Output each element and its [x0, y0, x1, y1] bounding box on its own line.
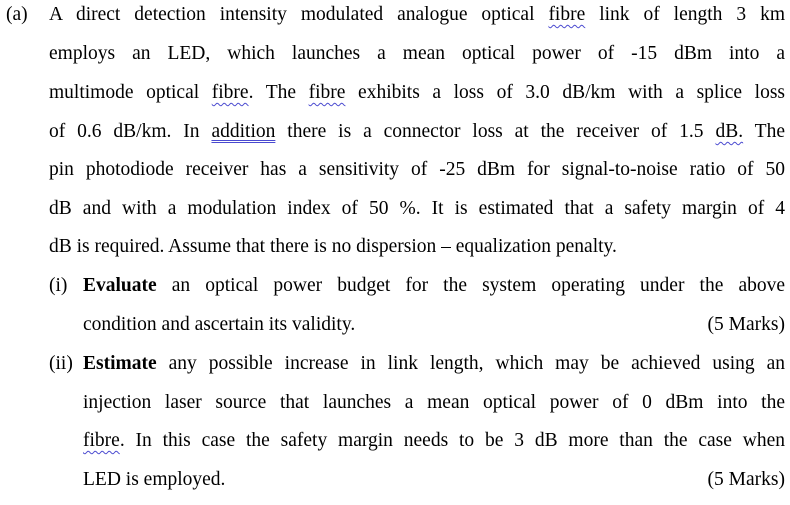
text-span: multimode optical	[49, 82, 212, 103]
question-line-7: dB is required. Assume that there is no dispersion – equalization penalty.	[49, 236, 617, 257]
part-i-verb: Evaluate	[83, 275, 157, 296]
question-line-6: dB and with a modulation index of 50 %. It is estimated that a safety margin of 4	[49, 198, 785, 219]
part-i-line-2: condition and ascertain its validity.	[83, 314, 356, 335]
text-span: exhibits a loss of 3.0 dB/km with a splice loss	[345, 82, 786, 103]
question-line-4	[49, 119, 785, 145]
part-ii-line-1	[83, 351, 785, 377]
grammar-word: addition	[211, 121, 276, 142]
spellcheck-word: dB.	[715, 121, 744, 142]
text-span: an optical power budget for the system operating under the above	[156, 275, 785, 296]
text-span: there is a connector loss at the receiver of 1.5	[275, 121, 716, 142]
part-ii-marks: (5 Marks)	[707, 469, 785, 490]
part-i-line-1	[83, 273, 785, 299]
question-line-2: employs an LED, which launches a mean optical power of -15 dBm into a	[49, 43, 785, 64]
text-span: link of length 3 km	[585, 4, 785, 25]
spellcheck-word: fibre	[211, 82, 249, 103]
spellcheck-word: fibre	[308, 82, 346, 103]
text-span: any possible increase in link length, which may be achieved using an	[156, 353, 785, 374]
question-line-3	[49, 80, 785, 106]
text-span: of 0.6 dB/km. In	[49, 121, 212, 142]
text-span: . In this case the safety margin needs to be 3 dB more than the case when	[119, 430, 785, 451]
question-line-5: pin photodiode receiver has a sensitivity of -25 dBm for signal-to-noise ratio of 50	[49, 159, 785, 180]
part-ii-label: (ii)	[49, 353, 73, 374]
part-i-label: (i)	[49, 275, 68, 296]
part-ii-line-4: LED is employed.	[83, 469, 226, 490]
text-span: A direct detection intensity modulated analogue optical	[49, 4, 549, 25]
spellcheck-word: fibre	[83, 430, 120, 451]
part-ii-verb: Estimate	[83, 353, 157, 374]
part-ii-line-2: injection laser source that launches a mean optical power of 0 dBm into the	[83, 392, 785, 413]
question-line-1	[49, 2, 785, 28]
text-span: . The	[248, 82, 309, 103]
question-label: (a)	[6, 4, 28, 25]
part-ii-line-3	[83, 428, 785, 454]
spellcheck-word: fibre	[548, 4, 586, 25]
part-i-marks: (5 Marks)	[707, 314, 785, 335]
text-span: The	[743, 121, 785, 142]
